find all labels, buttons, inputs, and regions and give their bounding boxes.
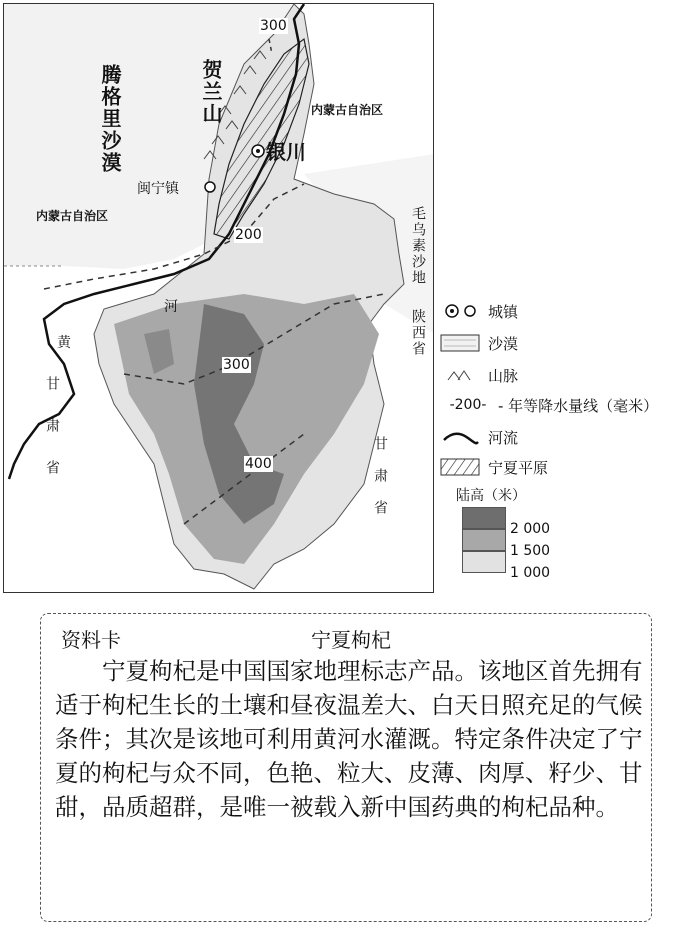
minning-town-label: 闽宁镇 (137, 181, 179, 197)
elevation-swatch-high (462, 507, 506, 529)
legend-label: 山脉 (488, 366, 519, 385)
isohyet-label-200: 200 (235, 227, 262, 243)
elevation-swatch-mid (462, 529, 506, 551)
elevation-swatch-low (462, 551, 506, 573)
isohyet-label-400: 400 (245, 456, 272, 472)
helan-mountain-label: 贺兰山 (199, 59, 223, 125)
tengger-desert-label: 腾格里沙漠 (98, 64, 122, 174)
shaanxi-label: 陕西省 (410, 309, 426, 357)
legend-label: 河流 (488, 428, 519, 447)
card-body-text: 宁夏枸杞是中国国家地理标志产品。该地区首先拥有适于枸杞生长的土壤和昼夜温差大、白天日照充足的气候条件；其次是该地可利用黄河水灌溉。特定条件决定了宁夏的枸杞与众不同，色艳、粒大、皮薄、肉厚、籽少、甘甜，品质超群，是唯一被载入新中国药典的枸杞品种。 (55, 657, 643, 821)
card-heading: 资料卡 (61, 628, 121, 652)
legend-row-town (438, 300, 518, 322)
mountain-icon (438, 365, 482, 385)
legend-label: 城镇 (488, 302, 519, 321)
yellow-river-label-lower: 黄 (57, 335, 71, 351)
inner-mongolia-ne-label: 内蒙古自治区 (311, 103, 384, 117)
legend-row-desert (438, 332, 518, 354)
gansu-west-label: 甘肃省 (44, 376, 60, 502)
legend-label: 沙漠 (488, 334, 519, 353)
plain-icon (438, 457, 482, 477)
elevation-label-2000: 2 000 (510, 521, 551, 537)
desert-icon (438, 333, 482, 353)
legend-row-river (438, 426, 518, 448)
map-legend (438, 300, 683, 600)
elevation-label-1000: 1 000 (510, 565, 551, 581)
isohyet-label-300-top: 300 (260, 18, 287, 34)
legend-label: - 年等降水量线（毫米） (498, 396, 659, 415)
mu-us-desert-label: 毛乌素沙地 (410, 206, 426, 286)
isohyet-icon: -200- (449, 397, 487, 413)
minning-town-icon (205, 182, 215, 192)
legend-row-mountain (438, 364, 518, 386)
river-icon (438, 427, 482, 447)
gansu-east-label: 甘肃省 (372, 436, 388, 532)
elevation-legend-title: 陆高（米） (456, 488, 526, 504)
legend-row-isohyet (438, 394, 658, 416)
elevation-label-1500: 1 500 (510, 543, 551, 559)
yellow-river-label-upper: 河 (164, 299, 178, 315)
legend-label: 宁夏平原 (488, 458, 549, 477)
info-card (40, 613, 652, 922)
yinchuan-label: 银川 (266, 140, 306, 164)
inner-mongolia-w-label: 内蒙古自治区 (36, 209, 109, 223)
card-title: 宁夏枸杞 (311, 628, 391, 652)
town-icon (438, 301, 482, 321)
legend-row-plain (438, 456, 548, 478)
isohyet-label-300: 300 (223, 357, 250, 373)
ningxia-map (3, 3, 434, 593)
yinchuan-town-icon (252, 145, 264, 157)
